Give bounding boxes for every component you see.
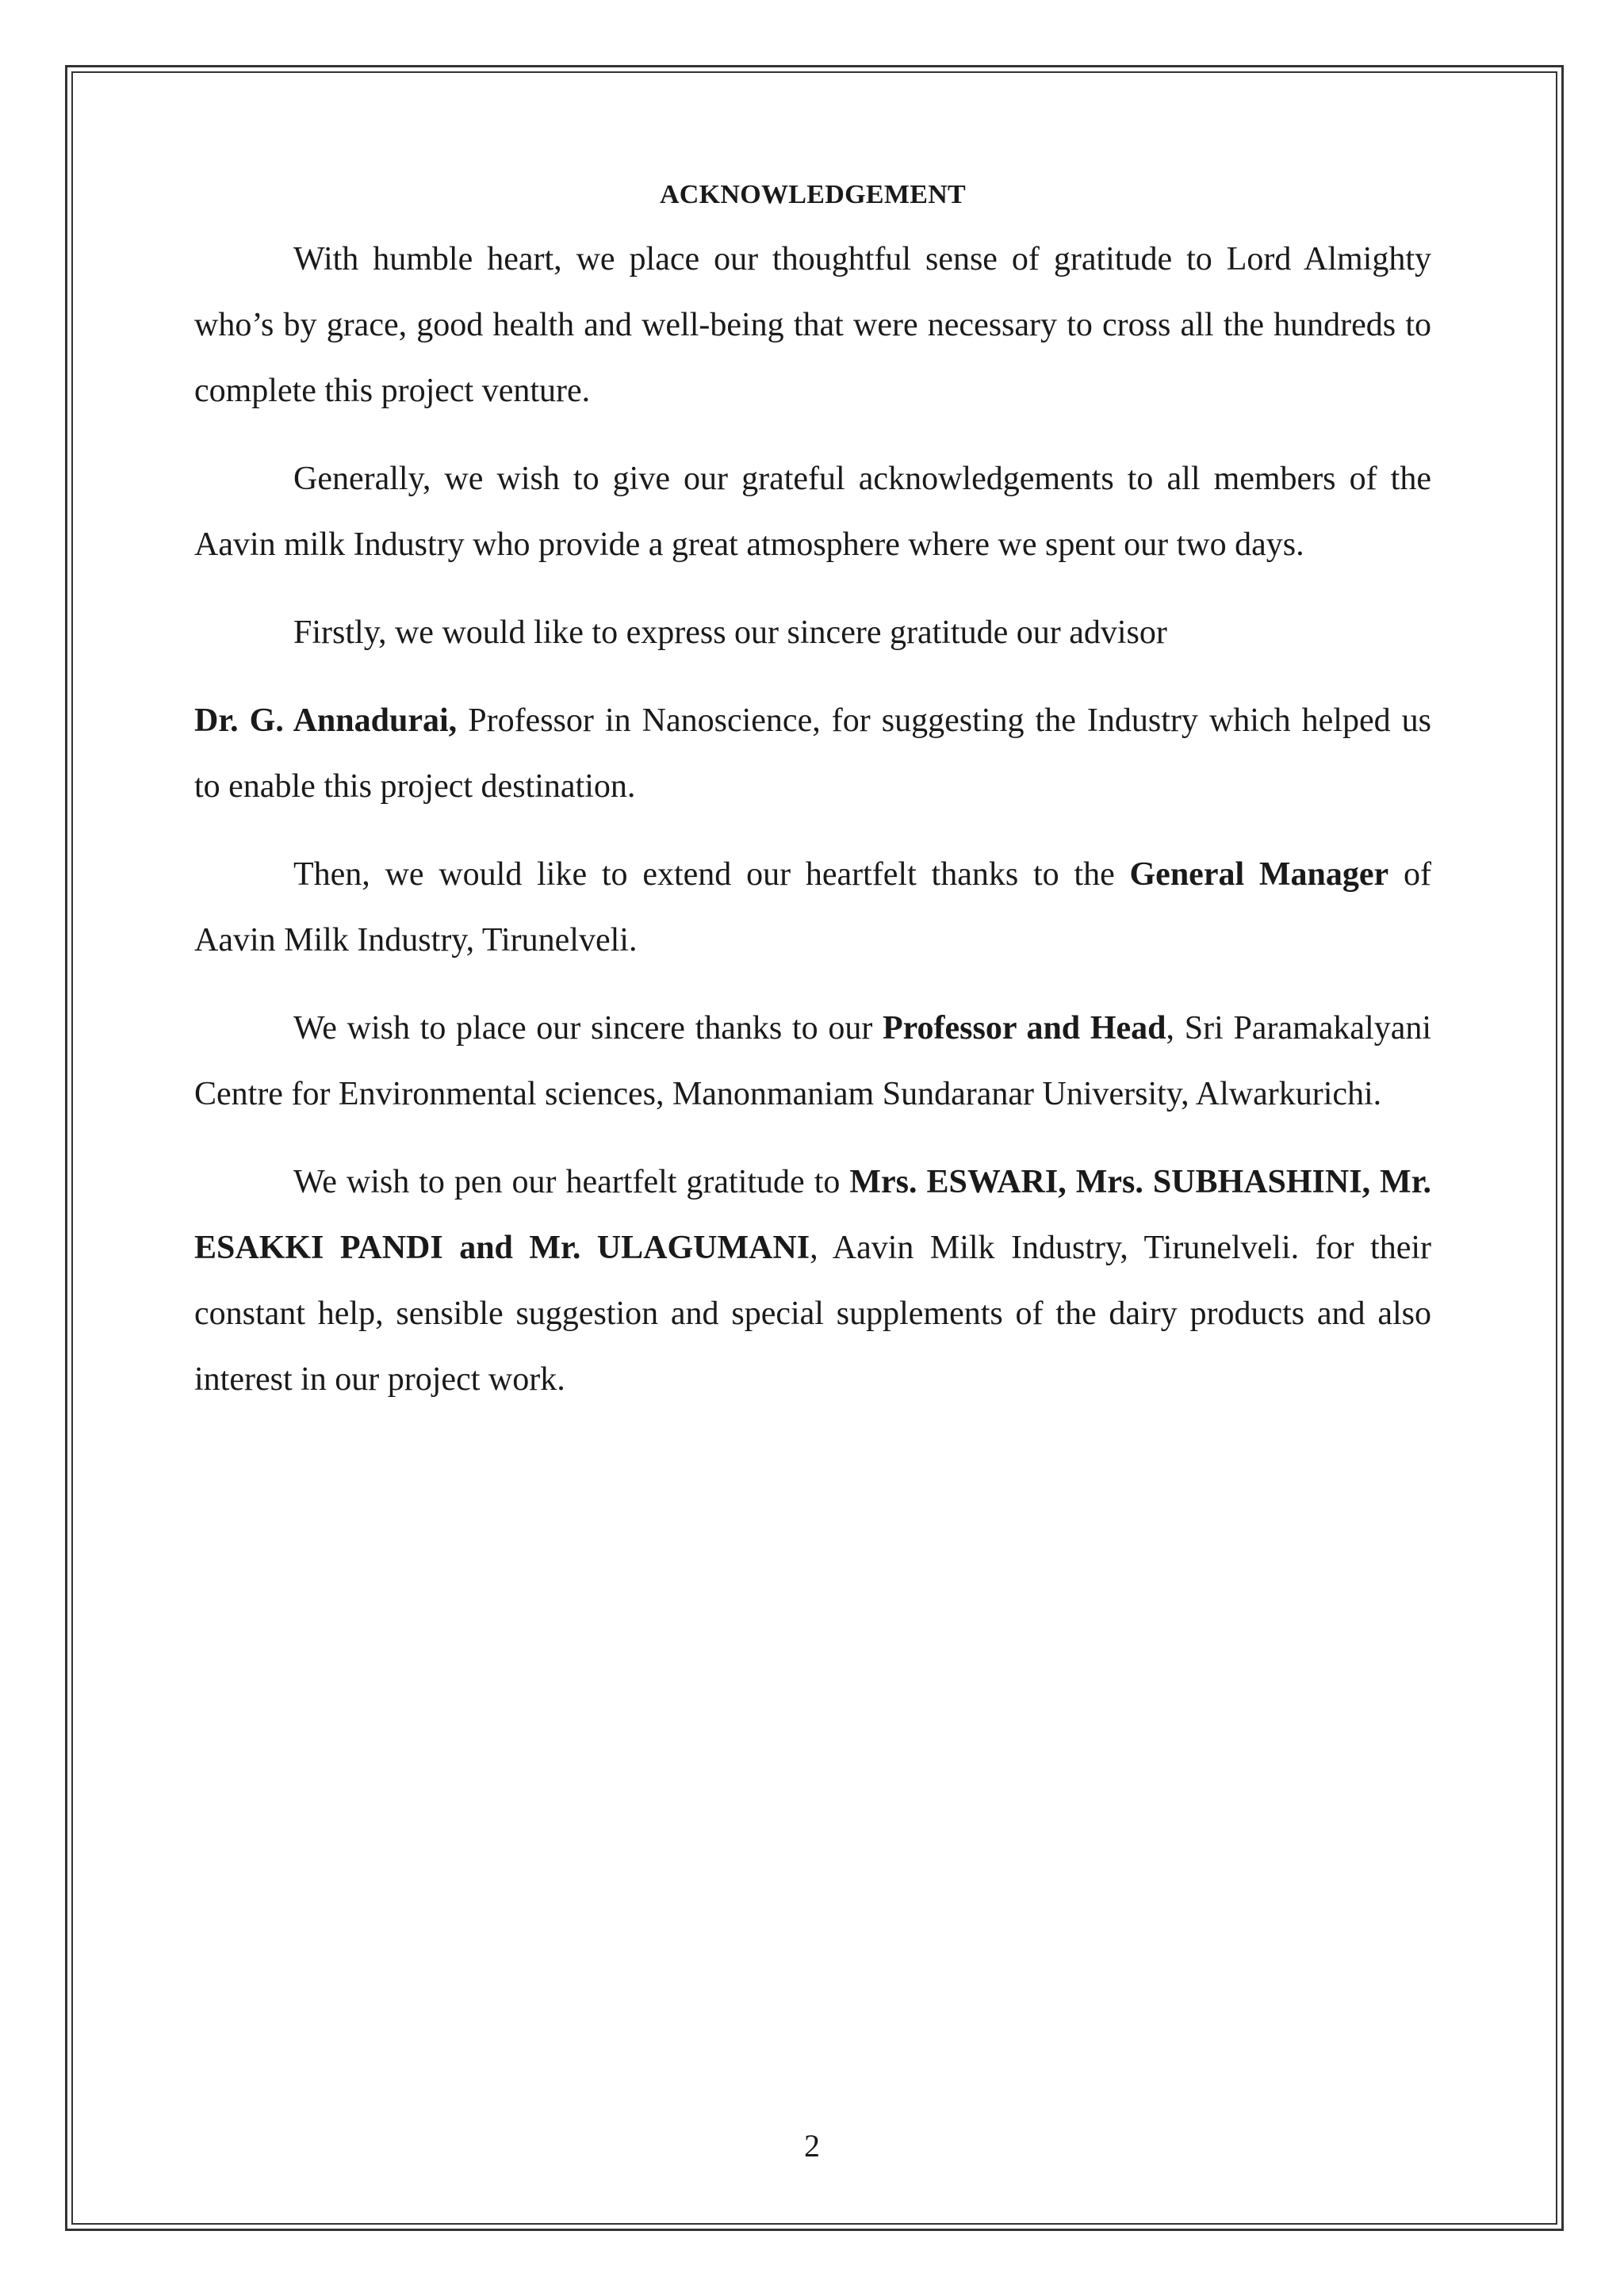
document-body (194, 173, 1431, 1435)
paragraph-text: Professor in Nanoscience, for suggesting the Industry which helped us to enable this project destination. (194, 702, 1432, 805)
staff-names: Mrs. ESWARI, Mrs. SUBHASHINI, Mr. ESAKKI PANDI and Mr. ULAGUMANI (194, 1164, 1431, 1266)
page-number: 2 (804, 2128, 820, 2164)
paragraph-text: We wish to place our sincere thanks to our (293, 1010, 883, 1047)
paragraph-text: Generally, we wish to give our grateful acknowledgements to all members of the Aavin milk Industry who provide a great atmosphere where we spent our two days. (194, 461, 1431, 563)
paragraph-text: Firstly, we would like to express our sincere gratitude our advisor (293, 614, 1167, 651)
paragraph-text: , Aavin Milk Industry, Tirunelveli. for their constant help, sensible suggestion and special supplements of the dairy products and also interest in our project work. (194, 1230, 1431, 1398)
paragraph-general-manager (194, 842, 1431, 974)
professor-head-title: Professor and Head (883, 1010, 1166, 1047)
paragraph-staff-thanks (194, 1150, 1431, 1413)
paragraph-advisor-name (194, 688, 1431, 820)
paragraph-aavin-members (194, 446, 1431, 578)
paragraph-advisor-intro (194, 600, 1431, 666)
paragraph-professor-head (194, 996, 1431, 1127)
paragraph-text: Then, we would like to extend our heartfelt thanks to the (293, 856, 1130, 893)
paragraph-text: , Sri Paramakalyani Centre for Environmental sciences, Manonmaniam Sundaranar University, Alwarkurichi. (194, 1010, 1432, 1112)
paragraph-text: We wish to pen our heartfelt gratitude to (293, 1164, 850, 1200)
page-title: ACKNOWLEDGEMENT (659, 180, 967, 209)
paragraph-gratitude-lord (194, 227, 1431, 424)
paragraph-text: of Aavin Milk Industry, Tirunelveli. (194, 856, 1431, 959)
advisor-name: Dr. G. Annadurai, (194, 702, 458, 739)
general-manager-title: General Manager (1129, 856, 1389, 893)
paragraph-text: With humble heart, we place our thoughtful sense of gratitude to Lord Almighty who’s by grace, good health and well-being that were necessary to cross all the hundreds to complete this project venture. (194, 241, 1431, 409)
